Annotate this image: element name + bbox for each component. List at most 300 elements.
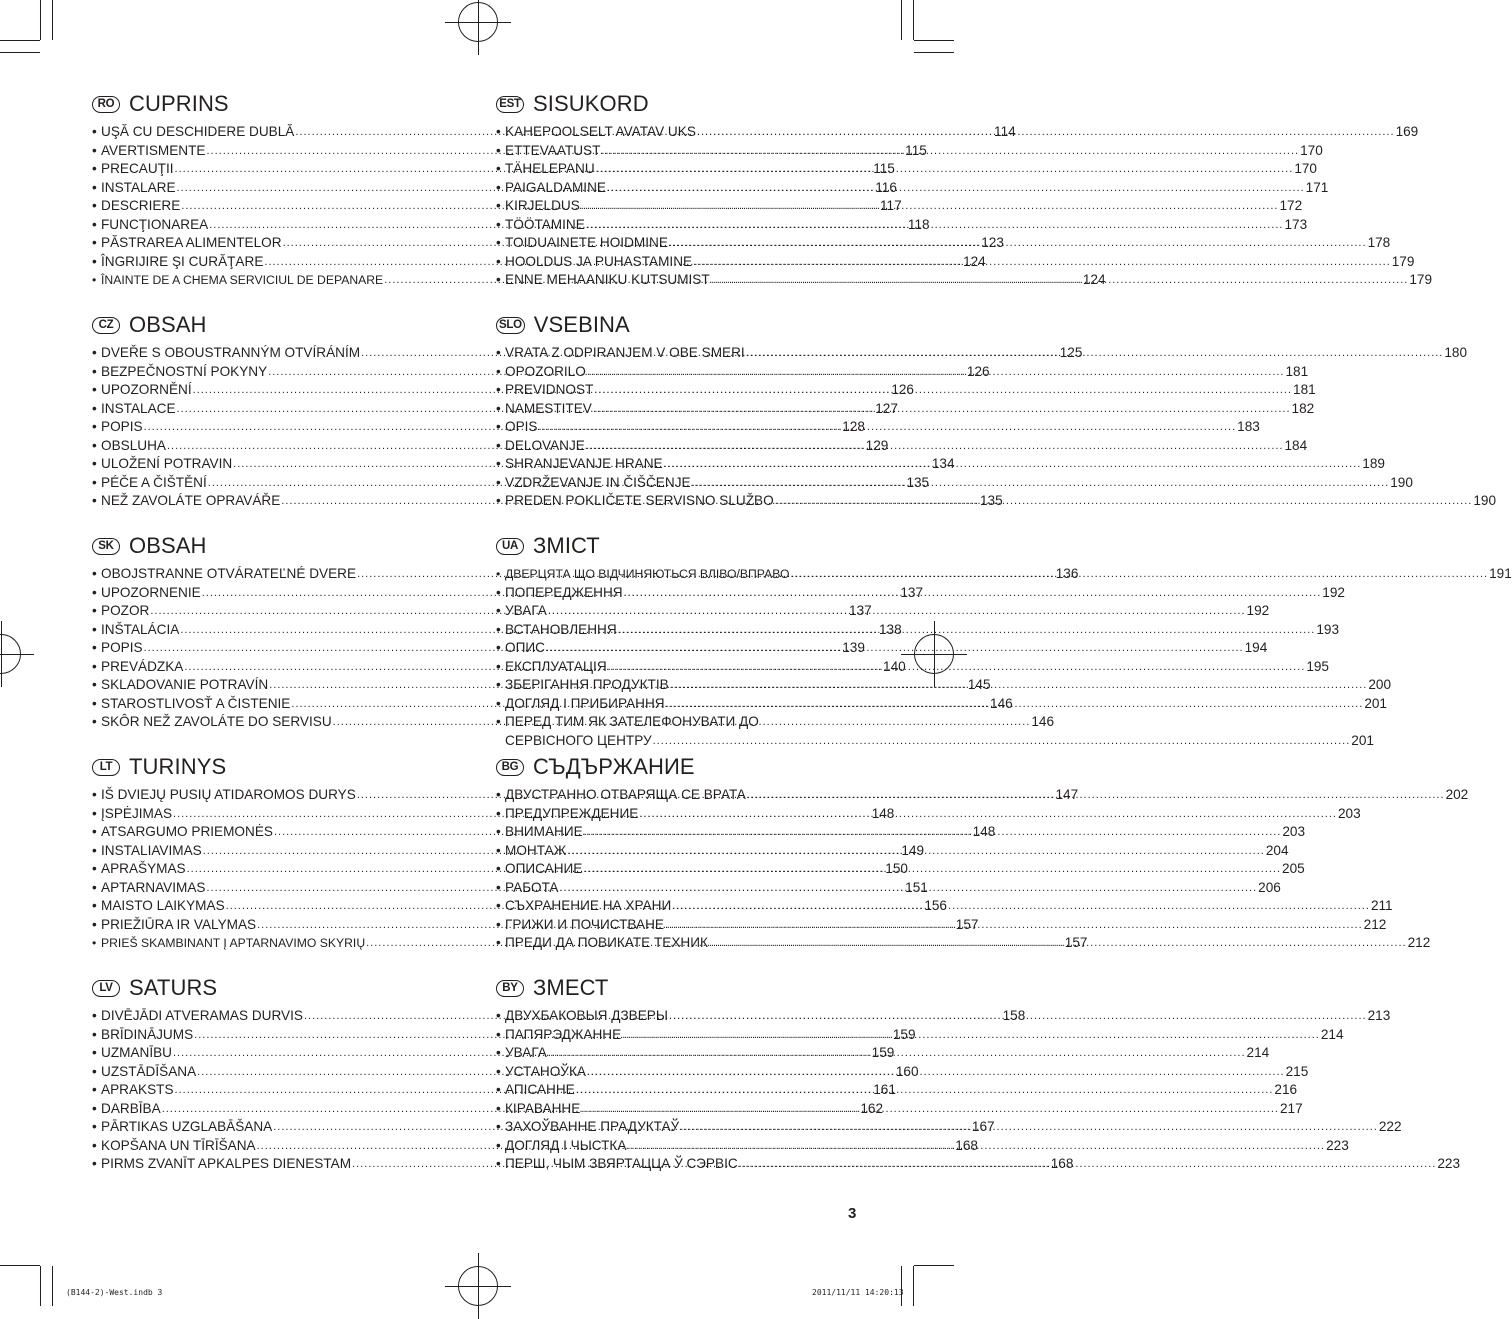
toc-entry-label: UZMANĪBU xyxy=(101,1045,172,1060)
toc-entry-label: OPOZORILO xyxy=(505,363,586,379)
bullet: • xyxy=(496,677,501,692)
toc-entry-label: MAISTO LAIKYMAS xyxy=(101,898,225,913)
bullet: • xyxy=(92,363,97,379)
toc-entry-page: 162 xyxy=(860,1100,884,1116)
bullet: • xyxy=(496,658,501,674)
toc-entry-page: 115 xyxy=(873,161,895,176)
toc-entry-page: 173 xyxy=(1284,216,1308,232)
bullet: • xyxy=(92,400,97,416)
language-code-badge: UA xyxy=(496,538,524,555)
toc-entry-page: 125 xyxy=(1059,345,1083,360)
bullet: • xyxy=(496,493,501,508)
toc-entry-label: UPOZORNĚNÍ xyxy=(101,382,192,397)
bullet: • xyxy=(92,677,97,692)
bullet: • xyxy=(496,567,501,581)
bullet: • xyxy=(496,861,501,876)
toc-entry-label: OBSLUHA xyxy=(101,437,166,453)
toc-entry-page: 223 xyxy=(1326,1137,1349,1153)
section-title: OBSAH xyxy=(129,312,207,337)
dot-leader xyxy=(639,805,1337,824)
dot-leader xyxy=(576,1081,1274,1100)
bullet: • xyxy=(92,1100,97,1116)
toc-entry-page: 139 xyxy=(842,640,865,655)
toc-entry-label: VRATA Z ODPIRANJEM V OBE SMERI xyxy=(505,345,745,360)
dot-leader xyxy=(697,123,1395,142)
toc-entry-page: 201 xyxy=(1351,732,1374,748)
bullet: • xyxy=(496,161,501,176)
dot-leader xyxy=(627,1137,1325,1156)
toc-entry-page: 190 xyxy=(1473,493,1497,508)
dot-leader xyxy=(586,216,1284,235)
bullet: • xyxy=(92,898,97,913)
toc-entry[interactable] xyxy=(496,713,858,732)
toc-entry-label: INSTALARE xyxy=(101,179,176,195)
toc-entry-label: PRIEŠ SKAMBINANT Į APTARNAVIMO SKYRIŲ xyxy=(101,936,366,950)
bullet: • xyxy=(496,456,501,471)
toc-entry-page: 150 xyxy=(885,861,908,876)
toc-entry-label: PRIEŽIŪRA IR VALYMAS xyxy=(101,916,257,932)
toc-entry-label: APRAŠYMAS xyxy=(101,861,186,876)
toc-entry-page: 206 xyxy=(1258,879,1281,895)
toc-entry-page: 160 xyxy=(895,1063,919,1079)
bullet: • xyxy=(496,198,501,213)
toc-entry-label: ПЕРЕД ТИМ ЯК ЗАТЕЛЕФОНУВАТИ ДО xyxy=(505,714,759,729)
dot-leader xyxy=(693,253,1391,272)
bullet: • xyxy=(496,787,501,802)
crop-mark xyxy=(52,1266,53,1306)
toc-entry-label: DESCRIERE xyxy=(101,198,181,213)
bullet: • xyxy=(496,419,501,434)
bullet: • xyxy=(496,142,501,158)
bullet: • xyxy=(92,879,97,895)
bullet: • xyxy=(496,253,501,269)
dot-leader xyxy=(670,676,1368,695)
bullet: • xyxy=(496,842,501,858)
toc-entry-page: 222 xyxy=(1378,1119,1402,1134)
bullet: • xyxy=(92,437,97,453)
toc-entry-label: PAIGALDAMINE xyxy=(505,179,606,195)
toc-entry-page: 157 xyxy=(955,916,979,932)
language-code-badge: RO xyxy=(92,96,120,113)
bullet: • xyxy=(92,916,97,932)
bullet: • xyxy=(496,382,501,397)
bullet: • xyxy=(92,198,97,213)
bullet: • xyxy=(92,640,97,655)
toc-entry-page: 191 xyxy=(1489,566,1512,581)
toc-entry-label: OPIS xyxy=(505,419,538,434)
toc-entry[interactable] xyxy=(496,639,1268,658)
toc-entry-label: AVERTISMENTE xyxy=(101,142,206,158)
dot-leader xyxy=(739,1155,1437,1174)
toc-entry[interactable] xyxy=(92,418,865,437)
dot-leader xyxy=(583,860,1281,879)
toc-entry-label: SHRANJEVANJE HRANE xyxy=(505,456,663,471)
dot-leader xyxy=(560,879,1258,898)
dot-leader xyxy=(593,400,1291,419)
toc-entry-page: 194 xyxy=(1244,640,1268,655)
crop-mark xyxy=(0,1265,40,1266)
bullet: • xyxy=(496,1008,501,1023)
toc-entry-page: 193 xyxy=(1316,621,1340,637)
bullet: • xyxy=(496,363,501,379)
toc-entry-page: 204 xyxy=(1265,842,1289,858)
toc-entry-label: ДВЕРЦЯТА ЩО ВІДЧИНЯЮТЬСЯ ВЛІВО/ВПРАВО xyxy=(505,567,790,581)
bullet: • xyxy=(92,273,97,287)
toc-entry-page: 158 xyxy=(1002,1008,1026,1023)
toc-entry-label: DARBĪBA xyxy=(101,1100,161,1116)
toc-entry-label: KAHEPOOLSELT AVATAV UKS xyxy=(505,124,696,139)
toc-entry-page: 195 xyxy=(1306,658,1329,674)
toc-entry-label: ДВУСТРАННО ОТВАРЯЩА СЕ ВРАТА xyxy=(505,787,746,802)
bullet: • xyxy=(92,179,97,195)
toc-entry-label: ÎNGRIJIRE ŞI CURĂŢARE xyxy=(101,253,264,269)
toc-entry-page: 126 xyxy=(891,382,914,397)
bullet: • xyxy=(496,916,501,932)
toc-entry-label: NEŽ ZAVOLÁTE OPRAVÁŘE xyxy=(101,493,281,508)
dot-leader xyxy=(586,437,1284,456)
bullet: • xyxy=(496,603,501,618)
toc-entry-page: 170 xyxy=(1300,142,1323,158)
language-code-badge: CZ xyxy=(92,317,120,334)
registration-mark xyxy=(458,1266,498,1306)
toc-entry-label: OBOJSTRANNE OTVÁRATEĽNÉ DVERE xyxy=(101,566,357,581)
toc-entry-page: 189 xyxy=(1362,456,1385,471)
toc-entry-label: ОПИС xyxy=(505,640,545,655)
toc-entry-continuation[interactable] xyxy=(496,732,1374,751)
dot-leader xyxy=(666,695,1364,714)
toc-entry-label: POPIS xyxy=(101,419,143,434)
toc-entry-label: ULOŽENÍ POTRAVIN xyxy=(101,456,233,471)
toc-entry-page: 156 xyxy=(924,898,947,913)
toc-entry-label: ENNE MEHAANIKU KUTSUMIST xyxy=(505,272,710,287)
toc-entry-page: 169 xyxy=(1395,124,1419,139)
toc-entry-label: СЕРВІСНОГО ЦЕНТРУ xyxy=(505,732,652,748)
toc-entry-page: 148 xyxy=(972,824,996,839)
toc-entry-label: ПОПЕРЕДЖЕННЯ xyxy=(505,584,623,600)
toc-entry-page: 172 xyxy=(1279,198,1303,213)
toc-entry-label: ETTEVAATUST xyxy=(505,142,601,158)
dot-leader xyxy=(601,142,1299,161)
toc-entry-label: ГРИЖИ И ПОЧИСТВАНЕ xyxy=(505,916,664,932)
bullet: • xyxy=(496,1026,501,1042)
bullet: • xyxy=(92,603,97,618)
toc-entry-page: 145 xyxy=(967,677,991,692)
dot-leader xyxy=(624,584,1322,603)
toc-entry-label: TÖÖTAMINE xyxy=(505,216,585,232)
toc-entry-page: 115 xyxy=(905,142,927,158)
toc-entry-label: UZSTĀDĪŠANA xyxy=(101,1063,197,1079)
toc-entry-label: DVEŘE S OBOUSTRANNÝM OTVÍRÁNÍM xyxy=(101,345,361,360)
dot-leader xyxy=(607,179,1305,198)
toc-entry-label: ДОГЛЯД І ЧЫСТКА xyxy=(505,1137,627,1153)
toc-entry-page: 202 xyxy=(1445,787,1469,802)
crop-mark xyxy=(914,1265,954,1266)
bullet: • xyxy=(92,695,97,711)
toc-entry-label: ВНИМАНИЕ xyxy=(505,824,583,839)
crop-mark xyxy=(40,0,41,40)
bullet: • xyxy=(92,1119,97,1134)
section-header xyxy=(496,532,858,560)
toc-entry-page: 140 xyxy=(883,658,906,674)
toc-entry-page: 116 xyxy=(875,179,897,195)
toc-entry-label: SKLADOVANIE POTRAVÍN xyxy=(101,677,269,692)
toc-entry-page: 118 xyxy=(907,216,930,232)
bullet: • xyxy=(496,272,501,287)
bullet: • xyxy=(496,640,501,655)
toc-entry-label: КІРАВАННЕ xyxy=(505,1100,581,1116)
toc-entry-label: HOOLDUS JA PUHASTAMINE xyxy=(505,253,693,269)
bullet: • xyxy=(496,621,501,637)
toc-entry-page: 214 xyxy=(1246,1045,1270,1060)
dot-leader xyxy=(587,1063,1285,1082)
dot-leader xyxy=(775,492,1473,511)
dot-leader xyxy=(596,160,1294,179)
dot-leader xyxy=(746,344,1444,363)
bullet: • xyxy=(496,400,501,416)
bullet: • xyxy=(92,1026,97,1042)
bullet: • xyxy=(496,1137,501,1153)
dot-leader xyxy=(538,418,1236,437)
bullet: • xyxy=(496,1045,501,1060)
section-title: СЪДЪРЖАНИЕ xyxy=(533,754,695,779)
bullet: • xyxy=(496,124,501,139)
language-code-badge: EST xyxy=(496,96,524,113)
bullet: • xyxy=(92,584,97,600)
bullet: • xyxy=(92,161,97,176)
bullet: • xyxy=(496,179,501,195)
toc-entry-page: 138 xyxy=(878,621,902,637)
bullet: • xyxy=(92,382,97,397)
toc-entry-page: 178 xyxy=(1367,235,1391,250)
section-header xyxy=(92,90,454,118)
bullet: • xyxy=(92,1082,97,1097)
bullet: • xyxy=(92,1137,97,1153)
toc-entry-label: СЪХРАНЕНИЕ НА ХРАНИ xyxy=(505,898,672,913)
toc-entry-page: 200 xyxy=(1368,677,1392,692)
toc-entry-label: UPOZORNENIE xyxy=(101,584,201,600)
crop-mark xyxy=(40,1266,41,1306)
toc-entry-label: STAROSTLIVOSŤ A ČISTENIE xyxy=(101,695,291,711)
toc-entry-label: МОНТАЖ xyxy=(505,842,567,858)
registration-mark xyxy=(0,634,21,674)
toc-entry-page: 147 xyxy=(1055,787,1079,802)
bullet: • xyxy=(92,124,97,139)
bullet: • xyxy=(92,936,97,950)
bullet: • xyxy=(92,842,97,858)
language-code-badge: SLO xyxy=(496,317,525,334)
toc-entry[interactable] xyxy=(496,418,1260,437)
toc-entry-label: BRĪDINĀJUMS xyxy=(101,1026,194,1042)
bullet: • xyxy=(92,216,97,232)
toc-entry-label: UŞĂ CU DESCHIDERE DUBLĂ xyxy=(101,124,295,139)
toc-entry-label: ÎNAINTE DE A CHEMA SERVICIUL DE DEPANARE xyxy=(101,273,384,287)
toc-entry-label: APRAKSTS xyxy=(101,1082,174,1097)
section-title: ЗМІСТ xyxy=(533,533,600,558)
section-title: OBSAH xyxy=(129,533,207,558)
toc-entry-label: УВАГА xyxy=(505,1045,547,1060)
crop-mark xyxy=(913,0,914,40)
dot-leader xyxy=(581,197,1279,216)
toc-entry-label: TOIDUAINETE HOIDMINE xyxy=(505,235,668,250)
dot-leader xyxy=(665,916,1363,935)
toc-entry-label: DIVĒJĀDI ATVERAMAS DURVIS xyxy=(101,1008,303,1023)
toc-entry-page: 201 xyxy=(1364,695,1387,711)
toc-entry-page: 161 xyxy=(873,1082,896,1097)
toc-entry-page: 123 xyxy=(981,235,1004,250)
bullet: • xyxy=(496,805,501,821)
dot-leader xyxy=(669,234,1367,253)
dot-leader xyxy=(548,602,1246,621)
toc-entry-page: 203 xyxy=(1337,805,1361,821)
section-header xyxy=(496,974,858,1002)
toc-entry-page: 135 xyxy=(906,474,930,490)
toc-entry-label: PIRMS ZVANĪT APKALPES DIENESTAM xyxy=(101,1156,352,1171)
toc-entry-page: 137 xyxy=(900,584,924,600)
dot-leader xyxy=(680,1118,1378,1137)
toc-entry-label: ДВУХБАКОВЫЯ ДЗВЕРЫ xyxy=(505,1008,668,1023)
toc-entry-page: 167 xyxy=(971,1119,995,1134)
toc-entry-page: 179 xyxy=(1391,253,1415,269)
toc-entry-page: 129 xyxy=(865,437,889,453)
bullet: • xyxy=(92,1045,97,1060)
toc-entry-label: APTARNAVIMAS xyxy=(101,879,206,895)
dot-leader xyxy=(622,1026,1320,1045)
toc-entry-label: POPIS xyxy=(101,640,143,655)
dot-leader xyxy=(608,658,1306,677)
bullet: • xyxy=(92,566,97,581)
toc-entry-label: DELOVANJE xyxy=(505,437,585,453)
toc-entry-label: SKÔR NEŽ ZAVOLÁTE DO SERVISU xyxy=(101,714,332,729)
toc-entry-page: 148 xyxy=(871,805,895,821)
toc-entry-label: POZOR xyxy=(101,603,150,618)
toc-entry-label: INŠTALÁCIA xyxy=(101,621,180,637)
toc-entry-label: ПАПЯРЭДЖАННЕ xyxy=(505,1026,622,1042)
toc-entry-page: 159 xyxy=(892,1026,916,1042)
dot-leader xyxy=(653,732,1351,751)
bullet: • xyxy=(92,474,97,490)
toc-entry-page: 171 xyxy=(1305,179,1329,195)
toc-entry-page: 180 xyxy=(1444,345,1468,360)
toc-entry-page: 124 xyxy=(1082,272,1106,287)
crop-mark xyxy=(0,40,40,41)
dot-leader xyxy=(747,786,1445,805)
dot-leader xyxy=(692,474,1390,493)
crop-mark xyxy=(52,0,53,40)
section-title: CUPRINS xyxy=(129,91,229,116)
dot-leader xyxy=(581,1100,1279,1119)
toc-entry-label: ЗБЕРІГАННЯ ПРОДУКТІВ xyxy=(505,677,669,692)
toc-entry-page: 212 xyxy=(1363,916,1387,932)
toc-entry-page: 184 xyxy=(1284,437,1308,453)
toc-entry-label: ĮSPĖJIMAS xyxy=(101,805,173,821)
toc-entry-label: TÄHELEPANU xyxy=(505,161,595,176)
toc-entry-label: ДОГЛЯД І ПРИБИРАННЯ xyxy=(505,695,665,711)
dot-leader xyxy=(711,271,1409,290)
page-number: 3 xyxy=(848,1205,857,1222)
toc-entry-page: 179 xyxy=(1409,272,1433,287)
bullet: • xyxy=(496,695,501,711)
toc-entry-page: 168 xyxy=(1050,1156,1074,1171)
bullet: • xyxy=(496,235,501,250)
bullet: • xyxy=(92,861,97,876)
toc-entry-page: 212 xyxy=(1407,935,1431,950)
crop-mark xyxy=(914,52,954,53)
toc-entry-page: 213 xyxy=(1367,1008,1391,1023)
bullet: • xyxy=(92,142,97,158)
toc-entry-page: 126 xyxy=(966,363,990,379)
section-title: VSEBINA xyxy=(533,312,630,337)
dot-leader xyxy=(584,823,1282,842)
toc-entry-label: BEZPEČNOSTNÍ POKYNY xyxy=(101,363,268,379)
toc-entry-page: 190 xyxy=(1390,474,1413,490)
toc-entry-page: 192 xyxy=(1322,584,1345,600)
toc-entry-page: 192 xyxy=(1246,603,1270,618)
bullet: • xyxy=(496,216,501,232)
toc-entry-label: PREVIDNOST xyxy=(505,382,594,397)
dot-leader xyxy=(664,455,1362,474)
toc-entry-page: 146 xyxy=(990,695,1013,711)
bullet: • xyxy=(496,345,501,360)
language-code-badge: BG xyxy=(496,759,524,776)
toc-entry-label: ATSARGUMO PRIEMONĖS xyxy=(101,824,273,839)
toc-entry-label: РАБОТА xyxy=(505,879,559,895)
crop-mark xyxy=(901,0,902,40)
bullet: • xyxy=(92,787,97,802)
toc-entry-page: 211 xyxy=(1370,898,1393,913)
bullet: • xyxy=(496,584,501,600)
toc-entry-page: 203 xyxy=(1282,824,1306,839)
crop-mark xyxy=(914,40,954,41)
bullet: • xyxy=(92,419,97,434)
slug-file-name: (B144-2)-West.indb 3 xyxy=(66,1288,163,1297)
toc-entry-page: 182 xyxy=(1291,400,1315,416)
crop-mark xyxy=(901,1266,902,1306)
toc-entry-page: 124 xyxy=(963,253,986,269)
toc-entry-label: ЗАХОЎВАННЕ ПРАДУКТАЎ xyxy=(505,1119,680,1134)
dot-leader xyxy=(567,842,1265,861)
toc-entry-label: PREDEN POKLIČETE SERVISNO SLUŽBO xyxy=(505,493,774,508)
bullet: • xyxy=(92,235,97,250)
dot-leader xyxy=(618,621,1316,640)
crop-mark xyxy=(913,1266,914,1306)
section-header xyxy=(92,532,454,560)
toc-entry-page: 127 xyxy=(875,400,898,416)
toc-entry-label: NAMESTITEV xyxy=(505,400,592,416)
bullet: • xyxy=(496,474,501,490)
toc-entry-label: VZDRŽEVANJE IN ČIŠČENJE xyxy=(505,474,691,490)
toc-entry-label: PĂSTRAREA ALIMENTELOR xyxy=(101,235,282,250)
toc-entry-label: PÉČE A ČIŠTĚNÍ xyxy=(101,474,207,490)
toc-entry-label: АПІСАННЕ xyxy=(505,1082,575,1097)
bullet: • xyxy=(496,879,501,895)
bullet: • xyxy=(92,1008,97,1023)
bullet: • xyxy=(92,456,97,471)
toc-entry-label: УВАГА xyxy=(505,603,547,618)
bullet: • xyxy=(496,935,501,950)
crop-mark xyxy=(0,52,40,53)
toc-entry-page: 146 xyxy=(1031,714,1055,729)
dot-leader xyxy=(548,1044,1246,1063)
slug-timestamp: 2011/11/11 14:20:13 xyxy=(812,1288,904,1297)
toc-entry-label: KOPŠANA UN TĪRĪŠANA xyxy=(101,1137,256,1153)
section-title: TURINYS xyxy=(129,754,227,779)
dot-leader xyxy=(594,381,1292,400)
bullet: • xyxy=(496,1100,501,1116)
toc-entry-label: PREVÁDZKA xyxy=(101,658,184,674)
bullet: • xyxy=(496,714,501,729)
section-title: SISUKORD xyxy=(533,91,649,116)
dot-leader xyxy=(790,565,1488,584)
